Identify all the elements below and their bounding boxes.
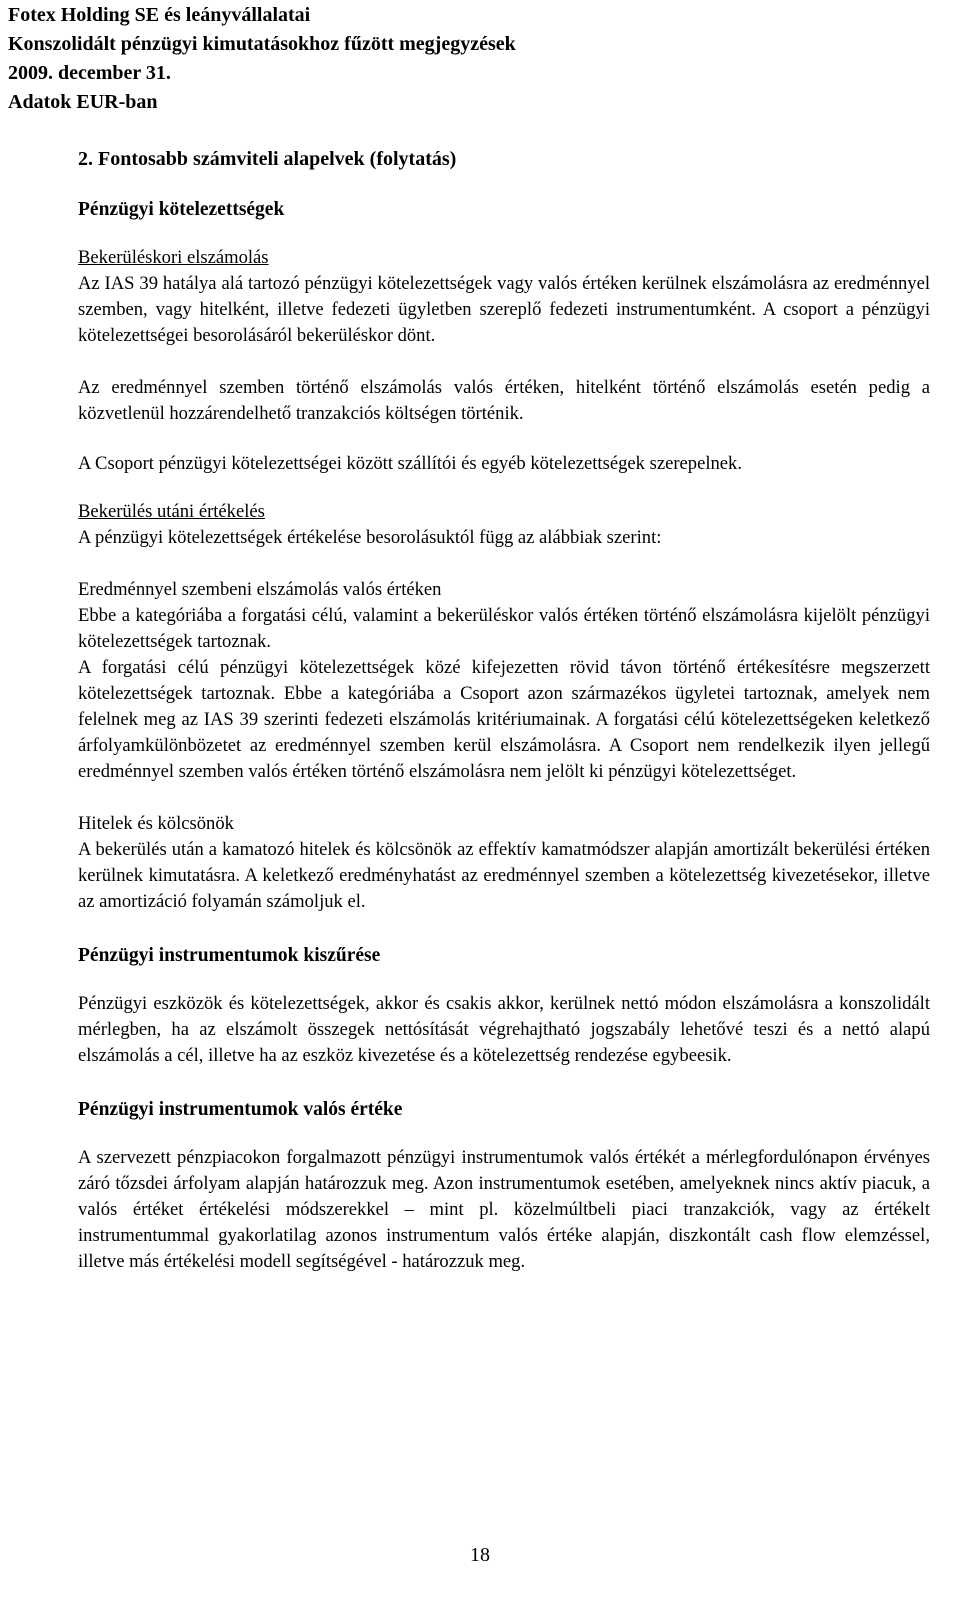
report-date: 2009. december 31. (8, 62, 171, 84)
initial-recognition-measurement-paragraph: Az eredménnyel szemben történő elszámolás valós értéken, hitelként történő elszámolás esetén pedig a közvetlenül hozzárendelhető tranzakciós költségen történik. (78, 377, 930, 424)
offsetting-paragraph: Pénzügyi eszközök és kötelezettségek, akkor és csakis akkor, kerülnek nettó módon elszámolásra a konszolidált mérlegben, ha az elszámolt összegek nettósítását végrehajtható jogszabály lehetővé teszi és a nettó alapú elszámolás a cél, illetve ha az eszköz kivezetése és a kötelezettség rendezése egybeesik. (78, 993, 930, 1066)
currency-note: Adatok EUR-ban (8, 91, 158, 113)
loans-heading: Hitelek és kölcsönök (78, 813, 234, 834)
subsection-title: Pénzügyi kötelezettségek (78, 199, 285, 220)
document-header (8, 1, 516, 117)
offsetting-heading: Pénzügyi instrumentumok kiszűrése (78, 945, 381, 966)
group-liabilities-paragraph: A Csoport pénzügyi kötelezettségei között szállítói és egyéb kötelezettségek szerepelnek. (78, 453, 742, 474)
held-for-trading-paragraph: A forgatási célú pénzügyi kötelezettségek közé kifejezetten rövid távon történő értékesítésre megszerzett kötelezettségek tartoznak. Ebbe a kategóriába a Csoport azon származékos ügyletei tartoznak, amelyek nem felelnek meg az IAS 39 szerinti fedezeti elszámolás kritériumainak. A forgatási célú kötelezettségeken keletkező árfolyamkülönbözetet az eredménnyel szemben kerül elszámolásra. A Csoport nem rendelkezik ilyen jellegű eredménnyel szemben valós értéken történő elszámolásra nem jelölt ki pénzügyi kötelezettséget. (78, 657, 930, 782)
fair-value-heading: Pénzügyi instrumentumok valós értéke (78, 1099, 403, 1120)
document-title: Konszolidált pénzügyi kimutatásokhoz fűzött megjegyzések (8, 33, 516, 55)
fair-value-paragraph: A szervezett pénzpiacokon forgalmazott pénzügyi instrumentumok valós értékét a mérlegfordulónapon érvényes záró tőzsdei árfolyam alapján határozzuk meg. Azon instrumentumok esetében, amelyeknek nincs aktív piacuk, a valós értéket értékelési módszerekkel – mint pl. közelmúltbeli piaci tranzakciók, vagy az értékelt instrumentummal gyakorlatilag azonos instrumentum valós értéke alapján, diszkontált cash flow elemzéssel, illetve más értékelési modell segítségével - határozzuk meg. (78, 1147, 930, 1272)
page-number: 18 (470, 1544, 490, 1566)
section-title: 2. Fontosabb számviteli alapelvek (folytatás) (78, 148, 457, 170)
initial-recognition-heading: Bekerüléskori elszámolás (78, 247, 269, 268)
fvtpl-paragraph: Ebbe a kategóriába a forgatási célú, valamint a bekerüléskor valós értéken történő elszámolásra kijelölt pénzügyi kötelezettségek tartoznak. (78, 605, 930, 652)
subsequent-measurement-heading: Bekerülés utáni értékelés (78, 501, 265, 522)
document-body (78, 146, 930, 1275)
initial-recognition-paragraph: Az IAS 39 hatálya alá tartozó pénzügyi kötelezettségek vagy valós értéken kerülnek elszámolásra az eredménnyel szemben, vagy hitelként, illetve fedezeti ügyletben szereplő fedezeti instrumentumként. A csoport a pénzügyi kötelezettségei besorolásáról bekerüléskor dönt. (78, 273, 930, 346)
fvtpl-heading: Eredménnyel szembeni elszámolás valós értéken (78, 579, 442, 600)
subsequent-measurement-intro: A pénzügyi kötelezettségek értékelése besorolásuktól függ az alábbiak szerint: (78, 527, 662, 548)
company-name: Fotex Holding SE és leányvállalatai (8, 4, 311, 26)
loans-paragraph: A bekerülés után a kamatozó hitelek és kölcsönök az effektív kamatmódszer alapján amortizált bekerülési értéken kerülnek kimutatásra. A keletkező eredményhatást az eredménnyel szemben a kötelezettség kivezetésekor, illetve az amortizáció folyamán számoljuk el. (78, 839, 930, 912)
